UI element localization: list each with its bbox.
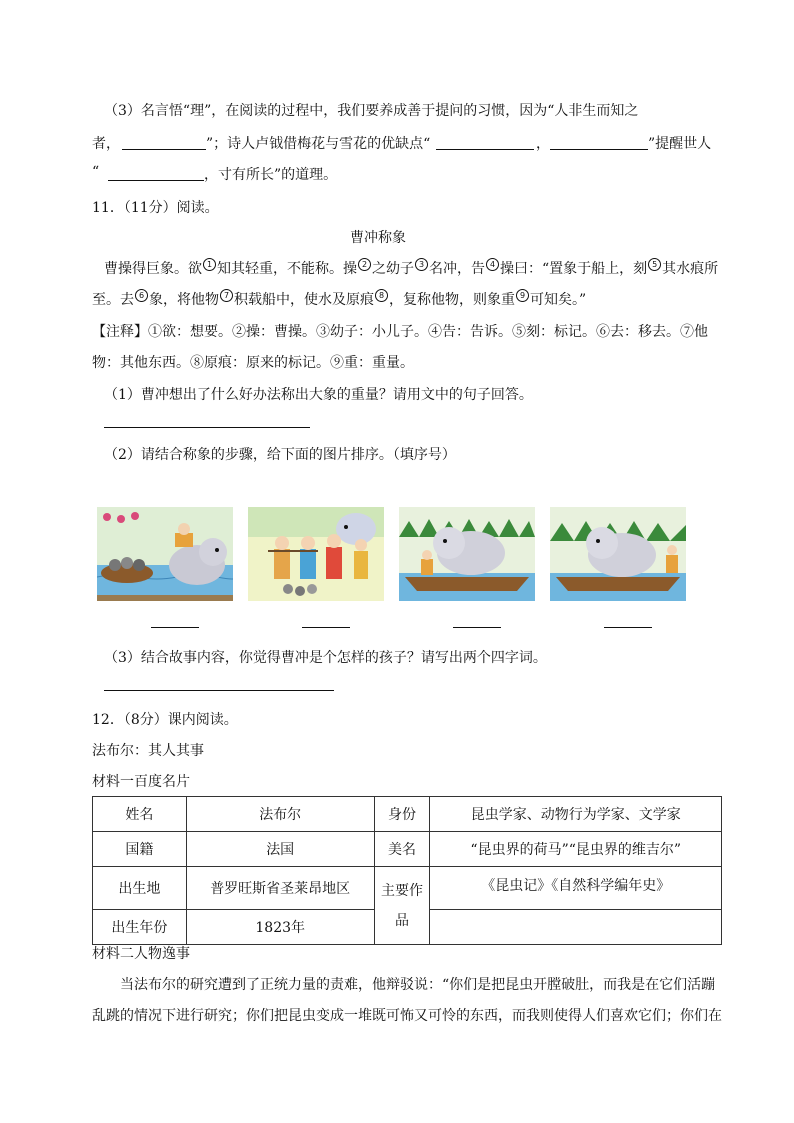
note-mark-1: 1: [203, 258, 216, 271]
picture-2-people-with-stones: [248, 507, 384, 601]
table-row: [93, 832, 722, 867]
picture-4-svg: [550, 507, 686, 601]
q10-3-line3b: ，寸有所长”的道理。: [204, 167, 338, 183]
cell-empty: [430, 910, 722, 945]
q11-sub2: （2）请结合称象的步骤，给下面的图片排序。（填序号）: [104, 447, 456, 463]
note-mark-8: 8: [375, 289, 388, 302]
answer-blank-4[interactable]: [108, 180, 204, 181]
picture-1-svg: [97, 507, 233, 601]
table-row: [93, 867, 722, 910]
cell-label-name: 姓名: [93, 797, 187, 832]
cell-label-birthplace: 出生地: [93, 867, 187, 910]
annotation-line1: 【注释】①欲：想要。②操：曹操。③幼子：小儿子。④告：告诉。⑤刻：标记。⑥去：移去。⑦他: [92, 324, 708, 340]
answer-blank-3[interactable]: [550, 149, 648, 150]
answer-line-sub1[interactable]: [104, 427, 310, 428]
note-mark-5: 5: [648, 258, 661, 271]
note-mark-3: 3: [415, 258, 428, 271]
passage-line2: 至。去 6 象，将他物 7 积载船中，使水及原痕 8 ，复称他物，则象重 9 可知矣。”: [92, 291, 587, 308]
cell-value-birthyear: 1823年: [186, 910, 374, 945]
picture-4-elephant-boat-marking: [550, 507, 686, 601]
order-blank-2[interactable]: [302, 627, 350, 628]
passage-title: 曹冲称象: [350, 230, 406, 246]
q10-3-line3a: “: [92, 164, 100, 180]
order-blank-1[interactable]: [151, 627, 199, 628]
picture-1-elephant-loading: [97, 507, 233, 601]
cell-value-works: 《昆虫记》《自然科学编年史》: [430, 867, 722, 910]
note-mark-7: 7: [220, 289, 233, 302]
passage-line1: 曹操得巨象。欲 1 知其轻重，不能称。操 2 之幼子 3 名冲，告 4 操曰：“置象于船上，刻 5 其水痕所: [104, 260, 719, 277]
q11-sub1: （1）曹冲想出了什么好办法称出大象的重量？请用文中的句子回答。: [104, 387, 533, 403]
cell-value-fame: “昆虫界的荷马”“昆虫界的维吉尔”: [430, 832, 722, 867]
annotation-line2: 物：其他东西。⑧原痕：原来的标记。⑨重：重量。: [92, 355, 414, 371]
answer-blank-1[interactable]: [122, 149, 206, 150]
cell-label-fame: 美名: [374, 832, 430, 867]
q10-3-line1: （3）名言悟“理”，在阅读的过程中，我们要养成善于提问的习惯，因为“人非生而知之: [104, 103, 639, 119]
table-row: [93, 797, 722, 832]
material-2-para-line1: 当法布尔的研究遭到了正统力量的责难，他辩驳说：“你们是把昆虫开膛破肚，而我是在它们活蹦: [120, 977, 716, 993]
cell-label-identity: 身份: [374, 797, 430, 832]
note-mark-6: 6: [135, 289, 148, 302]
cell-label-nationality: 国籍: [93, 832, 187, 867]
q10-3-line2c: ，: [536, 136, 550, 152]
picture-3-svg: [399, 507, 535, 601]
cell-label-birthyear: 出生年份: [93, 910, 187, 945]
material-2-para-line2: 乱跳的情况下进行研究；你们把昆虫变成一堆既可怖又可怜的东西，而我则使得人们喜欢它们；你们在: [92, 1008, 722, 1024]
q10-3-line2b: ”；诗人卢钺借梅花与雪花的优缺点“: [206, 136, 431, 152]
q12-subtitle: 法布尔：其人其事: [92, 743, 204, 759]
cell-label-works: 主要作 品: [374, 867, 430, 945]
note-mark-2: 2: [358, 258, 371, 271]
q10-3-line2d: ”提醒世人: [648, 136, 712, 152]
picture-2-svg: [248, 507, 384, 601]
note-mark-4: 4: [486, 258, 499, 271]
q10-3-line2a: 者，: [92, 136, 120, 152]
info-table: [92, 796, 722, 945]
cell-value-identity: 昆虫学家、动物行为学家、文学家: [430, 797, 722, 832]
q12-header: 12．（8分）课内阅读。: [92, 712, 238, 728]
answer-line-sub3[interactable]: [104, 690, 334, 691]
note-mark-9: 9: [516, 289, 529, 302]
order-blank-3[interactable]: [453, 627, 501, 628]
q11-header: 11．（11分）阅读。: [92, 200, 219, 216]
cell-value-birthplace: 普罗旺斯省圣莱昂地区: [186, 867, 374, 910]
answer-blank-2[interactable]: [436, 149, 534, 150]
material-2-label: 材料二人物逸事: [92, 946, 190, 962]
picture-3-elephant-on-boat: [399, 507, 535, 601]
cell-value-nationality: 法国: [186, 832, 374, 867]
q11-sub3: （3）结合故事内容，你觉得曹冲是个怎样的孩子？请写出两个四字词。: [104, 650, 547, 666]
cell-value-name: 法布尔: [186, 797, 374, 832]
order-blank-4[interactable]: [604, 627, 652, 628]
material-1-label: 材料一百度名片: [92, 774, 190, 790]
